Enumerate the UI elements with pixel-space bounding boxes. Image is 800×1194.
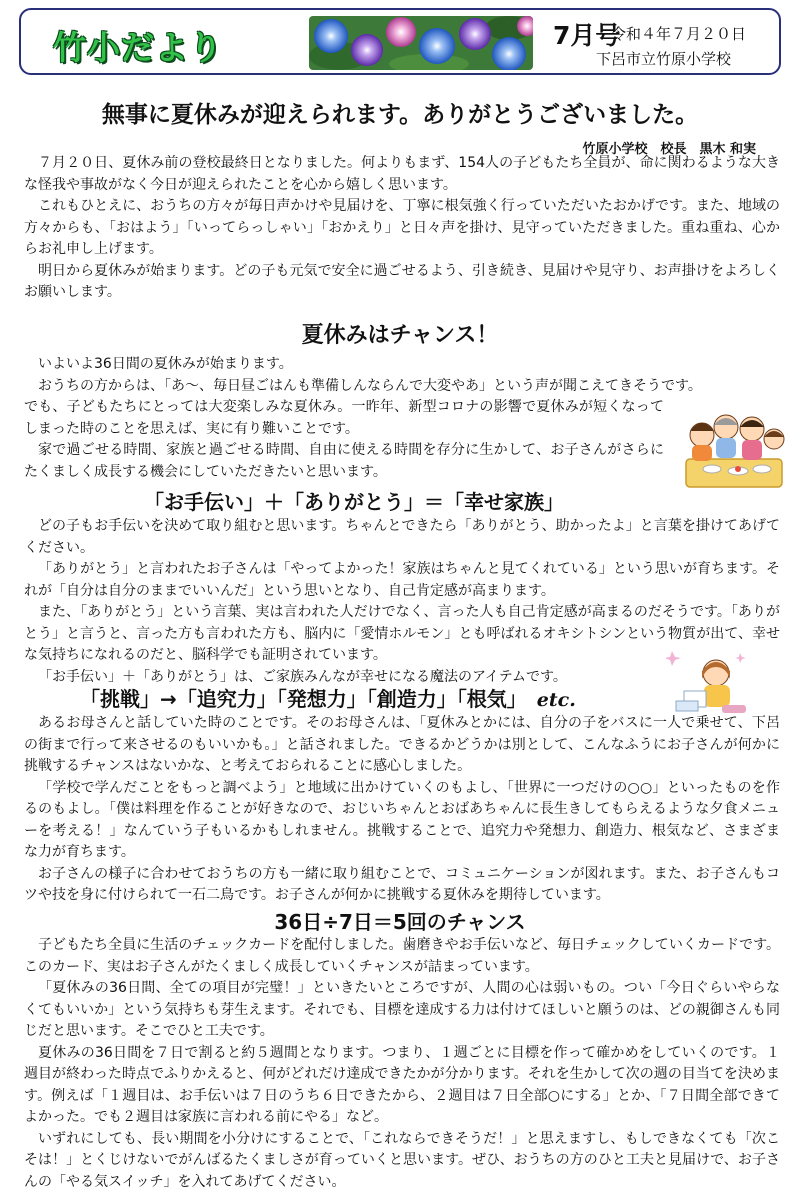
newsletter-header [19, 8, 781, 75]
section-body-narrow [24, 397, 664, 483]
paragraph: でも、子どもたちにとっては大変楽しみな夏休み。一昨年、新型コロナの影響で夏休みが短くなってしまった時のことを思えば、実に有り難いことです。 [24, 399, 664, 437]
subsection-heading: 36日÷7日＝5回のチャンス [274, 910, 526, 934]
paragraph: 「学校で学んだことをもっと調べよう」と地域に出かけていくのもよし、「世界に一つだけの○○」といったものを作るのもよし。「僕は料理を作ることが好きなので、おじいちゃんとおばあちゃんに長生きしてもらえるような夕食メニューを考える！」なんていう子もいるかもしれません。挑戦することで、追究力や発想力、創造力、根気など、さまざまな力が育ちます。 [24, 779, 780, 860]
paragraph: 「お手伝い」＋「ありがとう」は、ご家族みんなが幸せになる魔法のアイテムです。 [38, 668, 567, 685]
paragraph: どの子もお手伝いを決めて取り組むと思います。ちゃんとできたら「ありがとう、助かったよ」と言葉を掛けてあげてください。 [24, 518, 780, 556]
heading-etc: etc. [536, 689, 576, 711]
school-name: 下呂市立竹原小学校 [596, 50, 732, 68]
article-body [24, 153, 780, 304]
paragraph: 「ありがとう」と言われたお子さんは「やってよかった！家族はちゃんと見てくれている」という思いが育ちます。それが「自分は自分のままでいいんだ」という思いとなり、自己肯定感が高まります。 [24, 561, 780, 599]
subsection-heading-text: 「挑戦」→「追究力」「発想力」「創造力」「根気」 [80, 687, 527, 711]
paragraph: 明日から夏休みが始まります。どの子も元気で安全に過ごせるよう、引き続き、見届けや見守り、お声掛けをよろしくお願いします。 [24, 262, 780, 300]
paragraph: おうちの方からは、「あ〜、毎日昼ごはんも準備しんならんで大変やあ」という声が聞こえてきそうです。 [38, 377, 702, 394]
girl-folding-laundry-illustration [666, 647, 752, 717]
section-heading: 夏休みはチャンス！ [301, 323, 499, 348]
subsection-heading [80, 683, 576, 712]
section-body [24, 354, 780, 397]
paragraph: 夏休みの36日間を７日で割ると約５週間となります。つまり、１週ごとに目標を作って確かめをしていくのです。１週目が終わった時点でふりかえると、何がどれだけ達成できたかが分かります。それを生かして次の週の目当てを決めます。例えば「１週目は、お手伝いは７日のうち６日できたから、２週目は７日全部○にする」とか、「７日間全部できてよかった。でも２週目は家族に言われる前にやる」など。 [24, 1044, 780, 1125]
family-dinner-illustration [680, 405, 788, 493]
subsection-body [24, 935, 780, 1193]
paragraph: 家で過ごせる時間、家族と過ごせる時間、自由に使える時間を存分に生かして、お子さんがさらにたくましく成長する機会にしていただきたいと思います。 [24, 442, 664, 480]
article-author: 竹原小学校 校長 黒木 和実 [582, 142, 756, 157]
subsection-heading: 「お手伝い」＋「ありがとう」＝「幸せ家族」 [144, 490, 564, 514]
paragraph: いずれにしても、長い期間を小分けにすることで、「これならできそうだ！」と思えますし、もしできなくても「次こそは！」とくじけないでがんばるたくましさが育っていくと思います。ぜひ、おうちの方のひと工夫と見届けで、お子さんの「やる気スイッチ」を入れてあげてください。 [24, 1130, 780, 1190]
morning-glory-photo [309, 16, 533, 70]
paragraph: これもひとえに、おうちの方々が毎日声かけや見届けを、丁寧に根気強く行っていただいたおかげです。また、地域の方々からも、「おはよう」「いってらっしゃい」「おかえり」と日々声を掛け、見守っていただきました。重ね重ね、心からお礼申し上げます。 [24, 198, 780, 257]
paragraph: 子どもたち全員に生活のチェックカードを配付しました。歯磨きやお手伝いなど、毎日チェックしていくカードです。このカード、実はお子さんがたくましく成長していくチャンスが詰まっています。 [24, 937, 780, 975]
paragraph: ７月２０日、夏休み前の登校最終日となりました。何よりもまず、154人の子どもたち全員が、命に関わるような大きな怪我や事故がなく今日が迎えられたことを心から嬉しく思います。 [24, 155, 780, 193]
paragraph: また、「ありがとう」という言葉、実は言われた人だけでなく、言った人も自己肯定感が高まるのだそうです。「ありがとう」と言うと、言った方も言われた方も、脳内に「愛情ホルモン」とも呼ばれるオキシトシンという物質が出て、幸せな気持ちになれるのだと、脳科学でも証明されています。 [24, 604, 780, 663]
paragraph: お子さんの様子に合わせておうちの方も一緒に取り組むことで、コミュニケーションが図れます。また、お子さんもコツや技を身に付けられて一石二鳥です。お子さんが何かに挑戦する夏休みを期待しています。 [24, 865, 780, 903]
paragraph: いよいよ36日間の夏休みが始まります。 [38, 356, 293, 372]
issue-number: 7月号 [553, 21, 621, 50]
subsection-body [24, 713, 780, 907]
issue-date: 令和４年７月２０日 [611, 25, 747, 43]
newsletter-masthead: 竹小だより [53, 28, 223, 67]
paragraph: 「夏休みの36日間、全ての項目が完璧！」といきたいところですが、人間の心は弱いもの。つい「今日ぐらいやらなくてもいいか」という気持ちも芽生えます。それでも、目標を達成する力は付けてほしいと願うのは、どの親御さんも同じだと思います。そこでひと工夫です。 [24, 980, 780, 1039]
article-title: 無事に夏休みが迎えられます。ありがとうございました。 [101, 102, 699, 128]
paragraph: あるお母さんと話していた時のことです。そのお母さんは、「夏休みとかには、自分の子をバスに一人で乗せて、下呂の街まで行って来させるのもいいかも。」と話されました。できるかどうかは別として、こんなふうにお子さんが何かに挑戦するチャンスはないかな、と考えておられることに感心しました。 [24, 715, 780, 774]
